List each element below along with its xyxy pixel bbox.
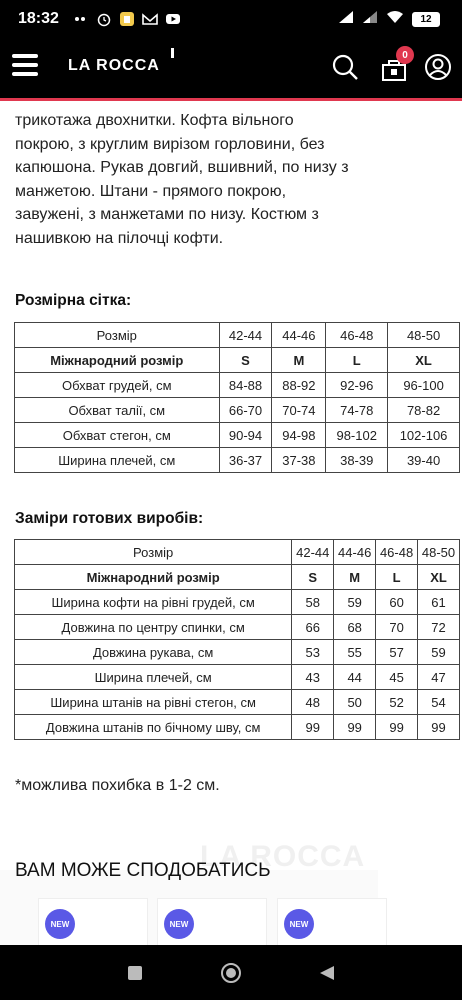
- size-chart-cell: 66-70: [219, 398, 272, 423]
- size-chart-row: [15, 448, 460, 473]
- description-line: капюшона. Рукав довгий, вшивний, по низу з: [15, 159, 349, 176]
- menu-icon-bar: [12, 63, 38, 67]
- measurements-cell: 66: [292, 615, 334, 640]
- recommendations-watermark: LA ROCCA: [200, 840, 366, 873]
- size-chart-cell: 42-44: [219, 323, 272, 348]
- measurements-cell: 99: [292, 715, 334, 740]
- measurements-cell: 99: [334, 715, 376, 740]
- size-chart-cell: M: [272, 348, 326, 373]
- measurements-row-label: Ширина кофти на рівні грудей, см: [15, 590, 292, 615]
- size-chart-cell: 96-100: [388, 373, 460, 398]
- measurements-cell: XL: [418, 565, 460, 590]
- signal-icon: [338, 10, 354, 29]
- description-line: трикотажа двохнитки. Кофта вільного: [15, 112, 294, 129]
- measurements-row-label: Міжнародний розмір: [15, 565, 292, 590]
- measurements-cell: 47: [418, 665, 460, 690]
- measurements-cell: 99: [376, 715, 418, 740]
- description-line: манжетою. Штани - прямого покрою,: [15, 182, 287, 200]
- size-chart-row: [15, 348, 460, 373]
- size-chart-cell: L: [326, 348, 388, 373]
- measurements-cell: 59: [334, 590, 376, 615]
- measurements-cell: 61: [418, 590, 460, 615]
- home-icon[interactable]: [220, 962, 242, 984]
- measurements-row-label: Ширина штанів на рівні стегон, см: [15, 690, 292, 715]
- site-logo[interactable]: LA ROCCA: [68, 57, 160, 74]
- recents-icon[interactable]: [124, 962, 146, 984]
- size-chart-row-label: Обхват стегон, см: [15, 423, 220, 448]
- size-chart-table: [14, 322, 460, 473]
- size-chart-cell: 90-94: [219, 423, 272, 448]
- size-chart-row-label: Ширина плечей, см: [15, 448, 220, 473]
- measurements-cell: 50: [334, 690, 376, 715]
- status-icons-left: [73, 11, 181, 27]
- measurements-row-label: Розмір: [15, 540, 292, 565]
- size-chart-row: [15, 423, 460, 448]
- wifi-icon: [386, 10, 404, 29]
- system-nav-bar: [0, 945, 462, 1000]
- measurements-row-label: Ширина плечей, см: [15, 665, 292, 690]
- status-icons-right: [338, 10, 440, 29]
- size-chart-cell: 70-74: [272, 398, 326, 423]
- measurements-cell: 72: [418, 615, 460, 640]
- measurements-cell: 58: [292, 590, 334, 615]
- battery-icon: 12: [412, 12, 440, 27]
- signal-icon-2: [362, 10, 378, 29]
- measurements-cell: 48-50: [418, 540, 460, 565]
- size-chart-row: [15, 323, 460, 348]
- measurements-cell: 70: [376, 615, 418, 640]
- description-line: покрою, з круглим вирізом горловини, без: [15, 135, 325, 153]
- size-chart-cell: 48-50: [388, 323, 460, 348]
- size-chart-cell: 98-102: [326, 423, 388, 448]
- alarm-icon: [96, 11, 112, 27]
- size-chart-cell: 46-48: [326, 323, 388, 348]
- measurements-cell: 55: [334, 640, 376, 665]
- size-chart-row-label: Міжнародний розмір: [15, 348, 220, 373]
- recommendations-title: ВАМ МОЖЕ СПОДОБАТИСЬ: [15, 860, 271, 881]
- measurements-cell: 99: [418, 715, 460, 740]
- size-chart-cell: XL: [388, 348, 460, 373]
- youtube-icon: [165, 11, 181, 27]
- measurements-cell: M: [334, 565, 376, 590]
- size-chart-row-label: Обхват талії, см: [15, 398, 220, 423]
- size-chart-cell: 84-88: [219, 373, 272, 398]
- size-chart-cell: 38-39: [326, 448, 388, 473]
- measurements-row: [15, 590, 460, 615]
- measurements-cell: 43: [292, 665, 334, 690]
- menu-icon-bar: [12, 54, 38, 58]
- notification-dots-icon: [73, 11, 89, 27]
- measurements-table: [14, 539, 460, 740]
- status-time: 18:32: [18, 10, 59, 27]
- account-icon[interactable]: [423, 52, 453, 82]
- size-chart-row-label: Обхват грудей, см: [15, 373, 220, 398]
- size-chart-cell: 94-98: [272, 423, 326, 448]
- measurements-cell: 52: [376, 690, 418, 715]
- gmail-icon: [142, 11, 158, 27]
- measurements-row: [15, 715, 460, 740]
- measurements-cell: 53: [292, 640, 334, 665]
- measurements-row-label: Довжина штанів по бічному шву, см: [15, 715, 292, 740]
- measurements-cell: 59: [418, 640, 460, 665]
- status-bar: [0, 0, 462, 38]
- new-badge: NEW: [45, 909, 75, 939]
- measurements-cell: 44: [334, 665, 376, 690]
- menu-button[interactable]: [12, 54, 38, 76]
- measurements-row: [15, 665, 460, 690]
- logo-mark: [171, 48, 174, 58]
- description-line: нашивкою на пілочці кофти.: [15, 229, 224, 247]
- size-chart-cell: 74-78: [326, 398, 388, 423]
- measurements-row: [15, 690, 460, 715]
- size-chart-cell: 92-96: [326, 373, 388, 398]
- size-chart-row: [15, 373, 460, 398]
- measurements-cell: 68: [334, 615, 376, 640]
- cart-count-badge: 0: [396, 46, 414, 64]
- size-chart-cell: 36-37: [219, 448, 272, 473]
- measurements-cell: 44-46: [334, 540, 376, 565]
- back-icon[interactable]: [316, 962, 338, 984]
- size-chart-cell: 37-38: [272, 448, 326, 473]
- search-icon[interactable]: [330, 52, 360, 82]
- measurements-cell: 60: [376, 590, 418, 615]
- menu-icon-bar: [12, 72, 38, 76]
- new-badge: NEW: [164, 909, 194, 939]
- size-chart-cell: 44-46: [272, 323, 326, 348]
- measurements-row: [15, 615, 460, 640]
- measurements-row: [15, 640, 460, 665]
- measurements-cell: 48: [292, 690, 334, 715]
- size-chart-cell: 102-106: [388, 423, 460, 448]
- measurements-cell: 45: [376, 665, 418, 690]
- size-chart-row: [15, 398, 460, 423]
- size-chart-title: Розмірна сітка:: [15, 292, 132, 309]
- measurements-row: [15, 540, 460, 565]
- measurements-cell: 46-48: [376, 540, 418, 565]
- size-chart-cell: S: [219, 348, 272, 373]
- measurements-cell: 57: [376, 640, 418, 665]
- measurements-cell: L: [376, 565, 418, 590]
- tolerance-note: *можлива похибка в 1-2 см.: [15, 777, 220, 794]
- new-badge: NEW: [284, 909, 314, 939]
- measurements-row: [15, 565, 460, 590]
- measurements-title: Заміри готових виробів:: [15, 510, 204, 527]
- measurements-row-label: Довжина рукава, см: [15, 640, 292, 665]
- measurements-row-label: Довжина по центру спинки, см: [15, 615, 292, 640]
- size-chart-cell: 39-40: [388, 448, 460, 473]
- measurements-cell: 54: [418, 690, 460, 715]
- measurements-cell: 42-44: [292, 540, 334, 565]
- product-description: [15, 109, 455, 250]
- measurements-cell: S: [292, 565, 334, 590]
- app-icon: [119, 11, 135, 27]
- app-header: [0, 38, 462, 98]
- header-accent-line: [0, 98, 462, 101]
- size-chart-cell: 78-82: [388, 398, 460, 423]
- size-chart-row-label: Розмір: [15, 323, 220, 348]
- size-chart-cell: 88-92: [272, 373, 326, 398]
- description-line: завужені, з манжетами по низу. Костюм з: [15, 206, 319, 223]
